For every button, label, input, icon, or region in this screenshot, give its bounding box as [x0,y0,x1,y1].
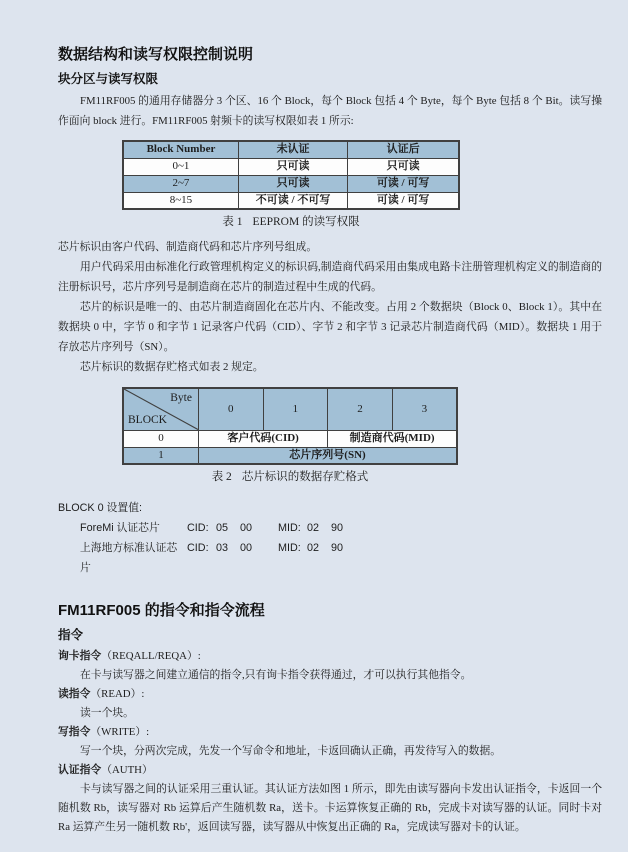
command-section [58,602,602,837]
mid-value: 90 [331,522,344,534]
command-syntax: （READ）: [90,688,145,700]
table2-caption-number: 表 2 [211,471,232,483]
command-term: 认证指令 [58,764,102,776]
mid-value: 90 [331,542,344,554]
command-description: 卡与读写器之间的认证采用三重认证。其认证方法如图 1 所示，即先由读写器向卡发出认证指令，卡返回一个随机数 Rb，读写器对 Rb 运算后产生随机数 Ra，送卡。卡运算恢复正确的 Rb，完成卡对读写器的认证。同时卡对 Ra 运算产生另一随机数 Rb'，返回读写器，读写器从中恢复出正确的 Ra，完成读写器对卡的认证。 [58,783,602,833]
table-row [123,175,459,192]
mid-value: 02 [307,542,320,554]
table2-mid-cell: 制造商代码(MID) [328,430,457,447]
table2-block1-label: 1 [123,447,198,464]
command-description: 在卡与读写器之间建立通信的指令,只有询卡指令获得通过，才可以执行其他指令。 [80,669,472,681]
command-description: 读一个块。 [80,707,134,719]
table1-cell: 8~15 [123,192,238,209]
command-syntax: （AUTH） [101,764,153,776]
table1-cell: 可读 / 可写 [348,192,459,209]
command-description: 写一个块，分两次完成，先发一个写命令和地址，卡返回确认正确，再发待写入的数据。 [80,745,502,757]
table2-byte-header: 1 [263,388,328,430]
table2-byte-header: 2 [328,388,393,430]
table1-cell: 2~7 [123,175,238,192]
mid-value: 02 [307,522,320,534]
table-row [123,447,457,464]
table1-cell: 只可读 [238,158,347,175]
command-term: 写指令 [58,726,91,738]
command-auth [58,761,602,780]
cid-value: 00 [240,522,253,534]
block0-row-foremi [80,518,602,538]
table2-caption [122,470,458,484]
block0-title: BLOCK 0 设置值: [58,502,142,514]
mid-label: MID: [278,542,301,554]
command-syntax: （WRITE）: [90,726,150,738]
command-write [58,723,602,742]
section2-subtitle: 指令 [58,628,84,642]
table2-corner-block: BLOCK [128,413,167,426]
table1-cell: 不可读 / 不可写 [238,192,347,209]
table2-chip-id-format [122,387,458,465]
block0-settings [58,498,602,578]
mid-label: MID: [278,522,301,534]
table-row [123,158,459,175]
table2-byte-header: 0 [198,388,263,430]
paragraph-table2-ref: 芯片标识的数据存贮格式如表 2 规定。 [80,361,264,373]
table-row [123,430,457,447]
table1-caption [122,215,460,229]
table1-cell: 只可读 [238,175,347,192]
block0-chip-name: 上海地方标准认证芯片 [80,542,178,574]
command-reqall [58,647,602,666]
table-row [123,141,459,158]
table2-container [122,387,458,484]
cid-label: CID: [187,522,209,534]
block0-row-shanghai [80,538,602,578]
table-row [123,192,459,209]
table2-caption-text: 芯片标识的数据存贮格式 [241,471,369,483]
section1-title: 数据结构和读写权限控制说明 [58,46,254,63]
paragraph-chip-id-intro: 芯片标识由客户代码、制造商代码和芯片序列号组成。 [58,241,318,253]
table2-corner-cell [123,388,198,430]
table1-header-block-number: Block Number [123,141,238,158]
table1-eeprom-permissions [122,140,460,210]
table2-corner-byte: Byte [170,392,192,404]
command-read [58,685,602,704]
command-term: 读指令 [58,688,91,700]
block0-chip-name: ForeMi 认证芯片 [80,522,160,534]
table2-byte-header: 3 [392,388,457,430]
table1-cell: 只可读 [348,158,459,175]
table2-block0-label: 0 [123,430,198,447]
paragraph-chip-id-unique: 芯片的标识是唯一的、由芯片制造商固化在芯片内、不能改变。占用 2 个数据块（Block 0、Block 1）。其中在数据块 0 中，字节 0 和字节 1 记录客户代码（CID）、字节 2 和字节 3 记录芯片制造商代码（MID）。数据块 1 用于存放芯片序列号（SN）。 [58,301,602,353]
cid-value: 05 [216,522,229,534]
command-syntax: （REQALL/REQA）: [101,650,201,662]
paragraph-memory-layout: FM11RF005 的通用存储器分 3 个区、16 个 Block，每个 Block 包括 4 个 Byte，每个 Byte 包括 8 个 Bit。读写操作面向 block 进行。FM11RF005 射频卡的读写权限如表 1 所示: [58,95,602,127]
table2-sn-cell: 芯片序列号(SN) [198,447,457,464]
table1-header-unauth: 未认证 [238,141,347,158]
table1-container [122,140,460,229]
table1-caption-text: EEPROM 的读写权限 [252,216,360,228]
table1-cell: 可读 / 可写 [348,175,459,192]
cid-value: 00 [240,542,253,554]
section2-title: FM11RF005 的指令和指令流程 [58,602,265,619]
table-row [123,388,457,430]
table1-header-auth: 认证后 [348,141,459,158]
command-term: 询卡指令 [58,650,102,662]
section1-subtitle: 块分区与读写权限 [58,72,159,86]
cid-label: CID: [187,542,209,554]
paragraph-user-code: 用户代码采用由标准化行政管理机构定义的标识码,制造商代码采用由集成电路卡注册管理机构定义的制造商的注册标识号，芯片序列号是制造商在芯片的制造过程中生成的代码。 [58,261,602,293]
table1-caption-number: 表 1 [222,216,243,228]
cid-value: 03 [216,542,229,554]
table1-cell: 0~1 [123,158,238,175]
table2-cid-cell: 客户代码(CID) [198,430,327,447]
